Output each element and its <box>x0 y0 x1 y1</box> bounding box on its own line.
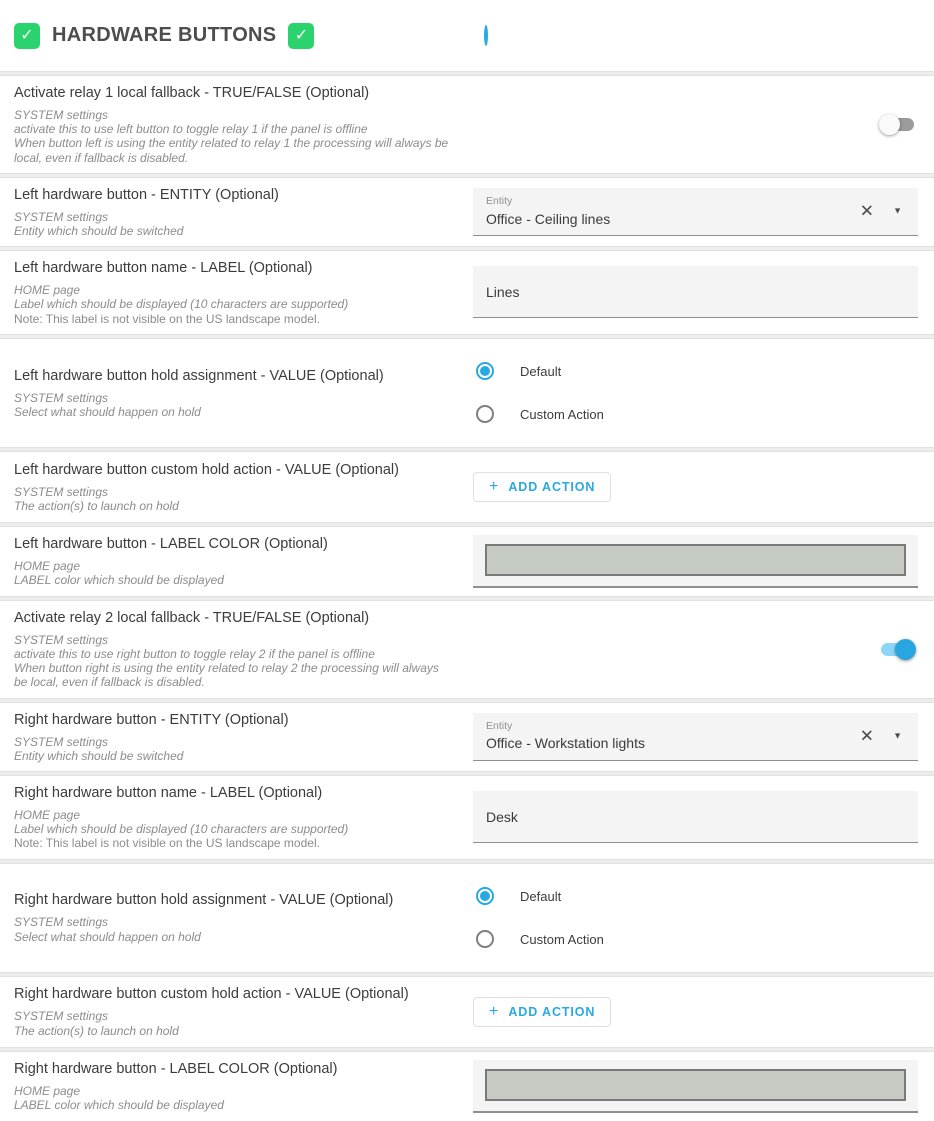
setting-text <box>14 711 473 763</box>
setting-description <box>14 633 455 690</box>
toggle-switch[interactable] <box>879 114 916 135</box>
description-line: HOME page <box>14 808 81 823</box>
clear-icon[interactable]: ✕ <box>859 726 874 746</box>
setting-control <box>473 997 918 1027</box>
setting-row <box>0 703 934 771</box>
setting-control <box>473 358 918 427</box>
setting-description <box>14 391 455 419</box>
setting-control <box>473 188 918 236</box>
description-line: SYSTEM settings <box>14 915 109 930</box>
description-line: SYSTEM settings <box>14 209 109 224</box>
radio-unselected-icon[interactable] <box>476 930 494 948</box>
setting-text <box>14 186 473 238</box>
field-label: Entity <box>486 719 513 732</box>
description-line: Note: This label is not visible on the US landscape model. <box>14 836 320 851</box>
setting-title: Right hardware button - ENTITY (Optional) <box>14 711 289 728</box>
description-line: The action(s) to launch on hold <box>14 1023 179 1038</box>
setting-text <box>14 259 473 326</box>
description-line: When button left is using the entity related to relay 1 the processing will always be local, even if fallback is disabled. <box>14 136 449 165</box>
setting-control <box>473 639 918 660</box>
header-radio[interactable] <box>484 27 488 45</box>
radio-selected-icon[interactable] <box>476 362 494 380</box>
setting-description <box>14 108 455 165</box>
description-line: HOME page <box>14 283 81 298</box>
add-action-label: ADD ACTION <box>508 1004 596 1019</box>
setting-row <box>0 601 934 698</box>
clear-icon[interactable]: ✕ <box>859 201 874 221</box>
setting-control <box>473 791 918 843</box>
setting-text <box>14 535 473 587</box>
checkmark-icon: ✓ <box>20 26 34 44</box>
description-line: Entity which should be switched <box>14 748 184 763</box>
setting-text <box>14 84 473 165</box>
setting-text <box>14 985 473 1037</box>
description-line: Note: This label is not visible on the US landscape model. <box>14 311 320 326</box>
description-line: SYSTEM settings <box>14 390 109 405</box>
setting-title: Left hardware button - ENTITY (Optional) <box>14 186 279 203</box>
setting-title: Right hardware button - LABEL COLOR (Optional) <box>14 1060 338 1077</box>
color-input[interactable] <box>473 1060 918 1113</box>
setting-row <box>0 452 934 522</box>
description-line: Label which should be displayed (10 characters are supported) <box>14 822 349 837</box>
radio-option[interactable] <box>473 930 604 948</box>
color-swatch <box>485 544 906 576</box>
setting-row <box>0 527 934 596</box>
radio-label: Default <box>520 888 562 904</box>
toggle-thumb <box>879 114 900 135</box>
description-line: Select what should happen on hold <box>14 404 201 419</box>
setting-description <box>14 1009 455 1037</box>
setting-control <box>473 535 918 588</box>
radio-option[interactable] <box>473 405 604 423</box>
text-input[interactable] <box>473 809 918 825</box>
description-line: SYSTEM settings <box>14 632 109 647</box>
add-action-button[interactable] <box>473 997 611 1027</box>
text-input[interactable] <box>473 284 918 300</box>
setting-description <box>14 735 455 763</box>
setting-title: Right hardware button name - LABEL (Optional) <box>14 784 323 801</box>
radio-unselected-icon[interactable] <box>476 405 494 423</box>
toggle-switch[interactable] <box>879 639 916 660</box>
setting-control <box>473 713 918 761</box>
add-action-label: ADD ACTION <box>508 479 596 494</box>
setting-row <box>0 178 934 246</box>
description-line: SYSTEM settings <box>14 1009 109 1024</box>
description-line: SYSTEM settings <box>14 484 109 499</box>
entity-select[interactable] <box>473 188 918 236</box>
setting-description <box>14 915 455 943</box>
setting-control <box>473 114 918 135</box>
chevron-down-icon[interactable]: ▼ <box>893 205 902 216</box>
setting-row <box>0 864 934 972</box>
section-header <box>0 0 934 71</box>
setting-description <box>14 210 455 238</box>
description-line: HOME page <box>14 1083 81 1098</box>
description-line: LABEL color which should be displayed <box>14 573 224 588</box>
setting-text <box>14 1060 473 1112</box>
plus-icon: + <box>489 1002 499 1020</box>
field-value: Office - Workstation lights <box>486 735 645 752</box>
description-line: When button right is using the entity related to relay 2 the processing will always be local, even if fallback is disabled. <box>14 661 439 690</box>
setting-description <box>14 283 455 325</box>
description-line: LABEL color which should be displayed <box>14 1098 224 1113</box>
description-line: SYSTEM settings <box>14 108 109 123</box>
radio-option[interactable] <box>473 887 561 905</box>
setting-control <box>473 883 918 952</box>
entity-select[interactable] <box>473 713 918 761</box>
setting-control <box>473 1060 918 1113</box>
setting-title: Left hardware button custom hold action - VALUE (Optional) <box>14 461 399 478</box>
setting-row <box>0 1052 934 1121</box>
setting-text <box>14 461 473 513</box>
field-label: Entity <box>486 194 513 207</box>
setting-row <box>0 776 934 859</box>
radio-selected-icon[interactable] <box>476 887 494 905</box>
setting-row <box>0 251 934 334</box>
field-value: Office - Ceiling lines <box>486 210 611 227</box>
setting-row <box>0 76 934 173</box>
page-title: HARDWARE BUTTONS <box>52 24 277 46</box>
text-field[interactable] <box>473 266 918 318</box>
text-field[interactable] <box>473 791 918 843</box>
radio-label: Custom Action <box>520 931 604 947</box>
setting-title: Activate relay 1 local fallback - TRUE/FALSE (Optional) <box>14 85 370 101</box>
toggle-thumb <box>895 639 916 660</box>
description-line: Select what should happen on hold <box>14 929 201 944</box>
checkbox-checked-icon[interactable] <box>14 23 40 49</box>
setting-title: Right hardware button custom hold action - VALUE (Optional) <box>14 986 409 1003</box>
description-line: HOME page <box>14 559 81 574</box>
setting-control <box>473 266 918 318</box>
radio-label: Default <box>520 363 562 379</box>
plus-icon: + <box>489 477 499 495</box>
setting-text <box>14 609 473 690</box>
checkbox-checked-icon[interactable] <box>288 23 314 49</box>
setting-text <box>14 891 473 943</box>
checkmark-icon: ✓ <box>294 26 309 44</box>
add-action-button[interactable] <box>473 472 611 502</box>
setting-title: Activate relay 2 local fallback - TRUE/FALSE (Optional) <box>14 609 370 626</box>
setting-title: Right hardware button hold assignment - VALUE (Optional) <box>14 892 394 909</box>
description-line: activate this to use left button to toggle relay 1 if the panel is offline <box>14 122 368 137</box>
setting-control <box>473 472 918 502</box>
setting-row <box>0 339 934 447</box>
description-line: The action(s) to launch on hold <box>14 498 179 513</box>
radio-selected-icon[interactable] <box>484 25 488 46</box>
description-line: activate this to use right button to toggle relay 2 if the panel is offline <box>14 647 375 662</box>
setting-description <box>14 1084 455 1112</box>
chevron-down-icon[interactable]: ▼ <box>893 730 902 741</box>
setting-text <box>14 367 473 419</box>
setting-description <box>14 808 455 850</box>
color-input[interactable] <box>473 535 918 588</box>
radio-label: Custom Action <box>520 406 604 422</box>
color-swatch <box>485 1069 906 1101</box>
setting-text <box>14 784 473 851</box>
setting-title: Left hardware button hold assignment - VALUE (Optional) <box>14 367 384 384</box>
setting-title: Left hardware button - LABEL COLOR (Optional) <box>14 536 328 553</box>
radio-option[interactable] <box>473 362 561 380</box>
description-line: Label which should be displayed (10 characters are supported) <box>14 297 349 312</box>
description-line: Entity which should be switched <box>14 224 184 239</box>
setting-description <box>14 559 455 587</box>
setting-row <box>0 977 934 1047</box>
setting-description <box>14 485 455 513</box>
settings-list <box>0 76 934 1121</box>
setting-title: Left hardware button name - LABEL (Optional) <box>14 260 313 277</box>
description-line: SYSTEM settings <box>14 734 109 749</box>
